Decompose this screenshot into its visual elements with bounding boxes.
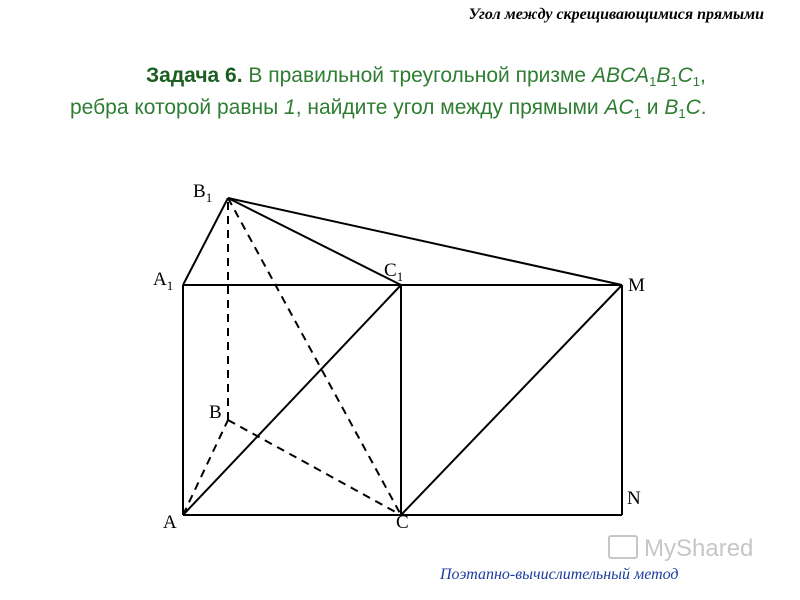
prism-sub-1: 1 [649, 74, 657, 89]
prism-name-c: C [677, 64, 693, 87]
problem-text-3: , найдите угол между прямыми [295, 96, 605, 119]
line-2-name-c: C [685, 96, 701, 119]
task-label: Задача 6. [146, 64, 243, 87]
problem-text-1: В правильной треугольной призме [242, 64, 592, 87]
label-a: A [163, 512, 177, 533]
prism-name-a: ABCA [591, 64, 650, 87]
diagonal-c-m [401, 285, 622, 515]
header-title: Угол между скрещивающимися прямыми [468, 6, 764, 23]
edge-a1-b1 [183, 198, 228, 285]
diagonal-a-c1 [183, 285, 401, 515]
line-1-sub: 1 [633, 106, 641, 121]
watermark-text: MyShared [644, 535, 754, 562]
label-c: C [396, 512, 409, 533]
line-2-name-b: B [664, 96, 679, 119]
line-2-sub: 1 [678, 106, 686, 121]
line-1-name: AC [604, 96, 634, 119]
prism-sub-3: 1 [692, 74, 701, 89]
problem-text-4: и [640, 96, 665, 119]
label-b1: $B_1$ [193, 181, 213, 205]
edge-value: 1 [284, 96, 296, 119]
footer-method: Поэтапно-вычислительный метод [440, 566, 679, 583]
hidden-edge-a-b [183, 420, 228, 515]
presentation-icon [608, 535, 638, 559]
problem-text-2: , ребра которой равны [70, 64, 706, 119]
label-b: B [209, 402, 222, 423]
prism-name-b: B [656, 64, 671, 87]
edge-b1-m [228, 198, 622, 285]
label-a1: $A_1$ [153, 269, 174, 293]
edge-b1-c1 [228, 198, 404, 285]
hidden-edge-b-c [228, 420, 401, 515]
watermark-logo [608, 535, 753, 563]
label-c1: $C_1$ [384, 260, 404, 284]
problem-text-5: . [700, 96, 707, 119]
label-m: M [628, 275, 645, 296]
label-n: N [627, 488, 641, 509]
prism-sub-2: 1 [670, 74, 678, 89]
